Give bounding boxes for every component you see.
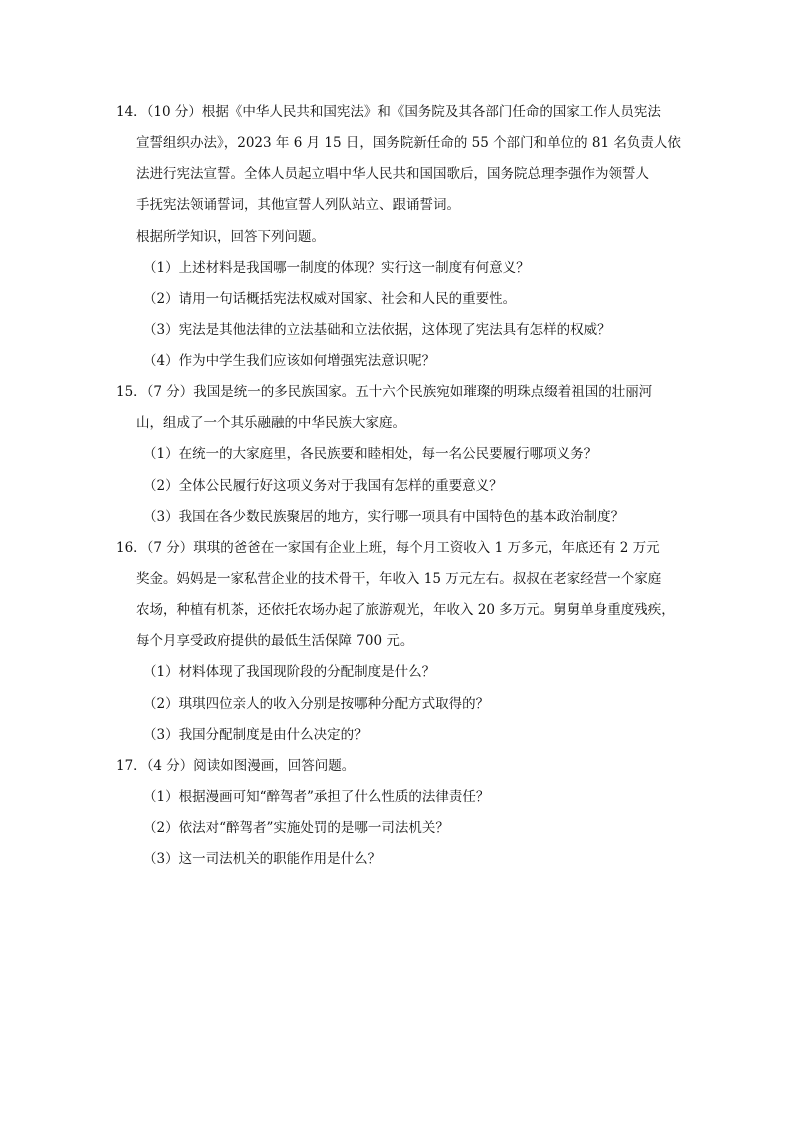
- question-15-sub-2: （2）全体公民履行好这项义务对于我国有怎样的重要意义？: [143, 478, 503, 494]
- question-16-line-2: 奖金。妈妈是一家私营企业的技术骨干，年收入 15 万元左右。叔叔在老家经营一个家庭: [136, 571, 662, 587]
- question-14-sub-4: （4）作为中学生我们应该如何增强宪法意识呢？: [143, 353, 436, 369]
- question-16-line-1: 16．（7 分）琪琪的爸爸在一家国有企业上班，每个月工资收入 1 万多元，年底还有 2 万元: [116, 540, 660, 556]
- question-14-line-2: 宣誓组织办法》，2023 年 6 月 15 日，国务院新任命的 55 个部门和单位的 81 名负责人依: [136, 135, 681, 151]
- question-14-sub-3: （3）宪法是其他法律的立法基础和立法依据，这体现了宪法具有怎样的权威？: [143, 322, 611, 338]
- question-17-sub-3: （3）这一司法机关的职能作用是什么？: [143, 851, 382, 867]
- question-14-sub-2: （2）请用一句话概括宪法权威对国家、社会和人民的重要性。: [143, 291, 517, 307]
- question-17-sub-2: （2）依法对“醉驾者”实施处罚的是哪一司法机关？: [143, 820, 449, 836]
- question-17-sub-1: （1）根据漫画可知“醉驾者”承担了什么性质的法律责任？: [143, 789, 490, 805]
- question-14-line-3: 法进行宪法宣誓。全体人员起立唱中华人民共和国国歌后，国务院总理李强作为领誓人: [136, 166, 649, 182]
- question-16-line-4: 每个月享受政府提供的最低生活保障 700 元。: [136, 633, 414, 649]
- question-16-sub-3: （3）我国分配制度是由什么决定的？: [143, 727, 368, 743]
- question-17-line-1: 17．（4 分）阅读如图漫画，回答问题。: [116, 758, 356, 774]
- question-14-line-4: 手抚宪法领诵誓词，其他宣誓人列队站立、跟诵誓词。: [136, 197, 460, 213]
- question-14-sub-1: （1）上述材料是我国哪一制度的体现？实行这一制度有何意义？: [143, 260, 530, 276]
- question-16-line-3: 农场，种植有机茶，还依托农场办起了旅游观光，年收入 20 多万元。舅舅单身重度残疾，: [136, 602, 675, 618]
- question-14-line-1: 14．（10 分）根据《中华人民共和国宪法》和《国务院及其各部门任命的国家工作人员宪法: [116, 104, 661, 120]
- question-15-line-1: 15．（7 分）我国是统一的多民族国家。五十六个民族宛如璀璨的明珠点缀着祖国的壮丽河: [116, 384, 653, 400]
- question-16-sub-1: （1）材料体现了我国现阶段的分配制度是什么？: [143, 664, 436, 680]
- question-16-sub-2: （2）琪琪四位亲人的收入分别是按哪种分配方式取得的？: [143, 696, 490, 712]
- question-14-instruction: 根据所学知识，回答下列问题。: [136, 229, 325, 245]
- question-15-sub-1: （1）在统一的大家庭里，各民族要和睦相处，每一名公民要履行哪项义务？: [143, 446, 598, 462]
- question-15-line-2: 山，组成了一个其乐融融的中华民族大家庭。: [136, 415, 406, 431]
- question-15-sub-3: （3）我国在各少数民族聚居的地方，实行哪一项具有中国特色的基本政治制度？: [143, 509, 625, 525]
